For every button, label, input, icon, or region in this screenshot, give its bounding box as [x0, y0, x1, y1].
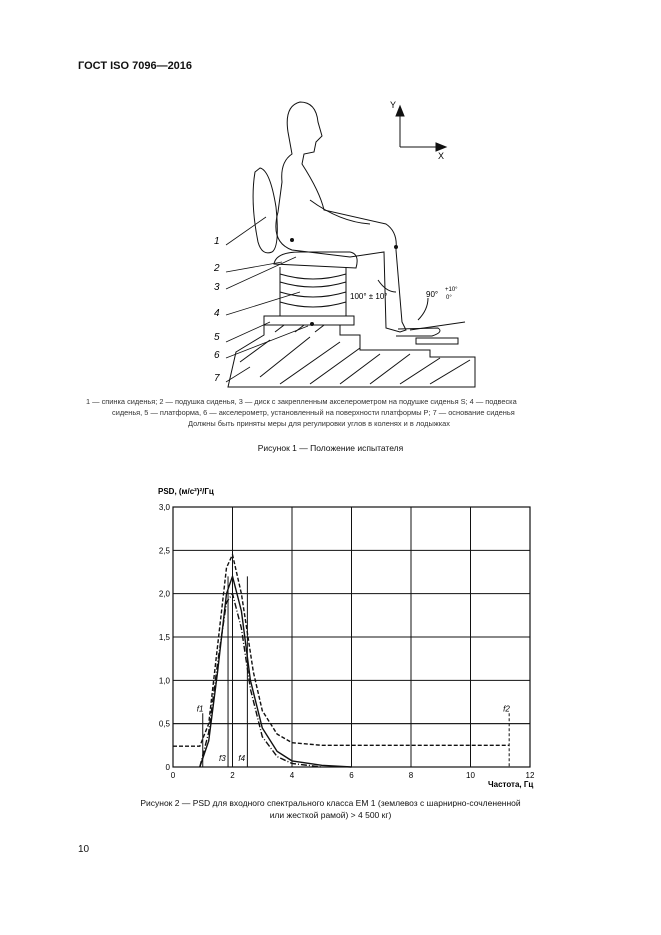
- seated-tester-figure: [200, 92, 500, 392]
- document-header: ГОСТ ISO 7096—2016: [78, 60, 193, 72]
- figure2-caption-line1: Рисунок 2 — PSD для входного спектрального класса EM 1 (землевоз с шарнирно-сочлененной: [140, 798, 521, 808]
- y-tick-label: 0: [165, 763, 170, 772]
- x-tick-label: 6: [349, 771, 354, 780]
- callout-1: 1: [214, 236, 220, 247]
- callout-3: 3: [214, 282, 220, 293]
- axis-indicator: [396, 106, 446, 151]
- marker-label-f4: f4: [238, 754, 246, 763]
- seat-accelerometer: [290, 238, 294, 242]
- page-number: 10: [78, 844, 90, 855]
- marker-label-f3: f3: [219, 754, 226, 763]
- callout-5: 5: [214, 332, 220, 343]
- callout-7: 7: [214, 373, 220, 384]
- ankle-angle-label: 90°: [426, 290, 439, 299]
- chart-grid: [173, 507, 530, 767]
- y-tick-label: 3,0: [158, 503, 170, 512]
- y-tick-label: 0,5: [158, 719, 170, 729]
- figure1-caption: Рисунок 1 — Положение испытателя: [257, 443, 404, 453]
- pedal-angle-line: [410, 322, 465, 330]
- ankle-angle-sub: 0°: [446, 295, 452, 301]
- x-axis-label: X: [438, 151, 445, 161]
- y-tick-label: 1,0: [158, 676, 170, 686]
- x-tick-label: 0: [170, 771, 176, 780]
- x-axis-title: Частота, Гц: [488, 780, 534, 789]
- psd-series-1: [173, 555, 509, 747]
- callout-2: 2: [214, 263, 220, 274]
- y-tick-label: 2,5: [158, 546, 170, 556]
- x-tick-label: 10: [466, 771, 475, 780]
- platform-accelerometer: [310, 322, 314, 326]
- callout-4: 4: [214, 308, 220, 319]
- y-tick-label: 1,5: [158, 633, 170, 642]
- figure2-caption-line2: или жесткой рамой) > 4 500 кг): [269, 810, 392, 820]
- seat-suspension: [280, 267, 346, 316]
- ankle-angle-arc: [418, 298, 428, 320]
- seat-base: [228, 322, 475, 387]
- marker-label-f2: f2: [503, 704, 510, 714]
- callout-6: 6: [214, 350, 220, 361]
- seat-backrest: [253, 168, 277, 253]
- y-axis-title: PSD, (м/с²)²/Гц: [158, 487, 214, 496]
- knee-point: [394, 245, 398, 249]
- y-tick-label: 2,0: [158, 589, 170, 599]
- x-tick-label: 2: [230, 771, 235, 780]
- figure1-legend-line1: 1 — спинка сиденья; 2 — подушка сиденья, 3 — диск с закрепленным акселерометром на подушке сиденья S; 4 — подвеска: [86, 397, 517, 406]
- seat-cushion: [274, 252, 357, 268]
- psd-chart: [150, 482, 550, 792]
- y-axis-label: Y: [390, 100, 397, 110]
- x-tick-label: 12: [525, 771, 535, 780]
- figure1-legend-line2: сиденья, 5 — платформа, 6 — акселерометр, установленный на поверхности платформы P; 7 — основание сиденья: [112, 408, 515, 417]
- knee-angle-label: 100° ± 10°: [350, 292, 388, 301]
- footrest: [416, 338, 458, 344]
- marker-label-f1: f1: [196, 704, 204, 714]
- ankle-angle-sup: +10°: [445, 287, 458, 293]
- platform: [264, 316, 354, 325]
- knee-angle-arc: [378, 280, 396, 292]
- figure1-legend-line3: Должны быть приняты меры для регулировки углов в коленях и в лодыжках: [188, 419, 450, 428]
- x-tick-label: 8: [408, 771, 414, 780]
- x-tick-label: 4: [289, 771, 295, 780]
